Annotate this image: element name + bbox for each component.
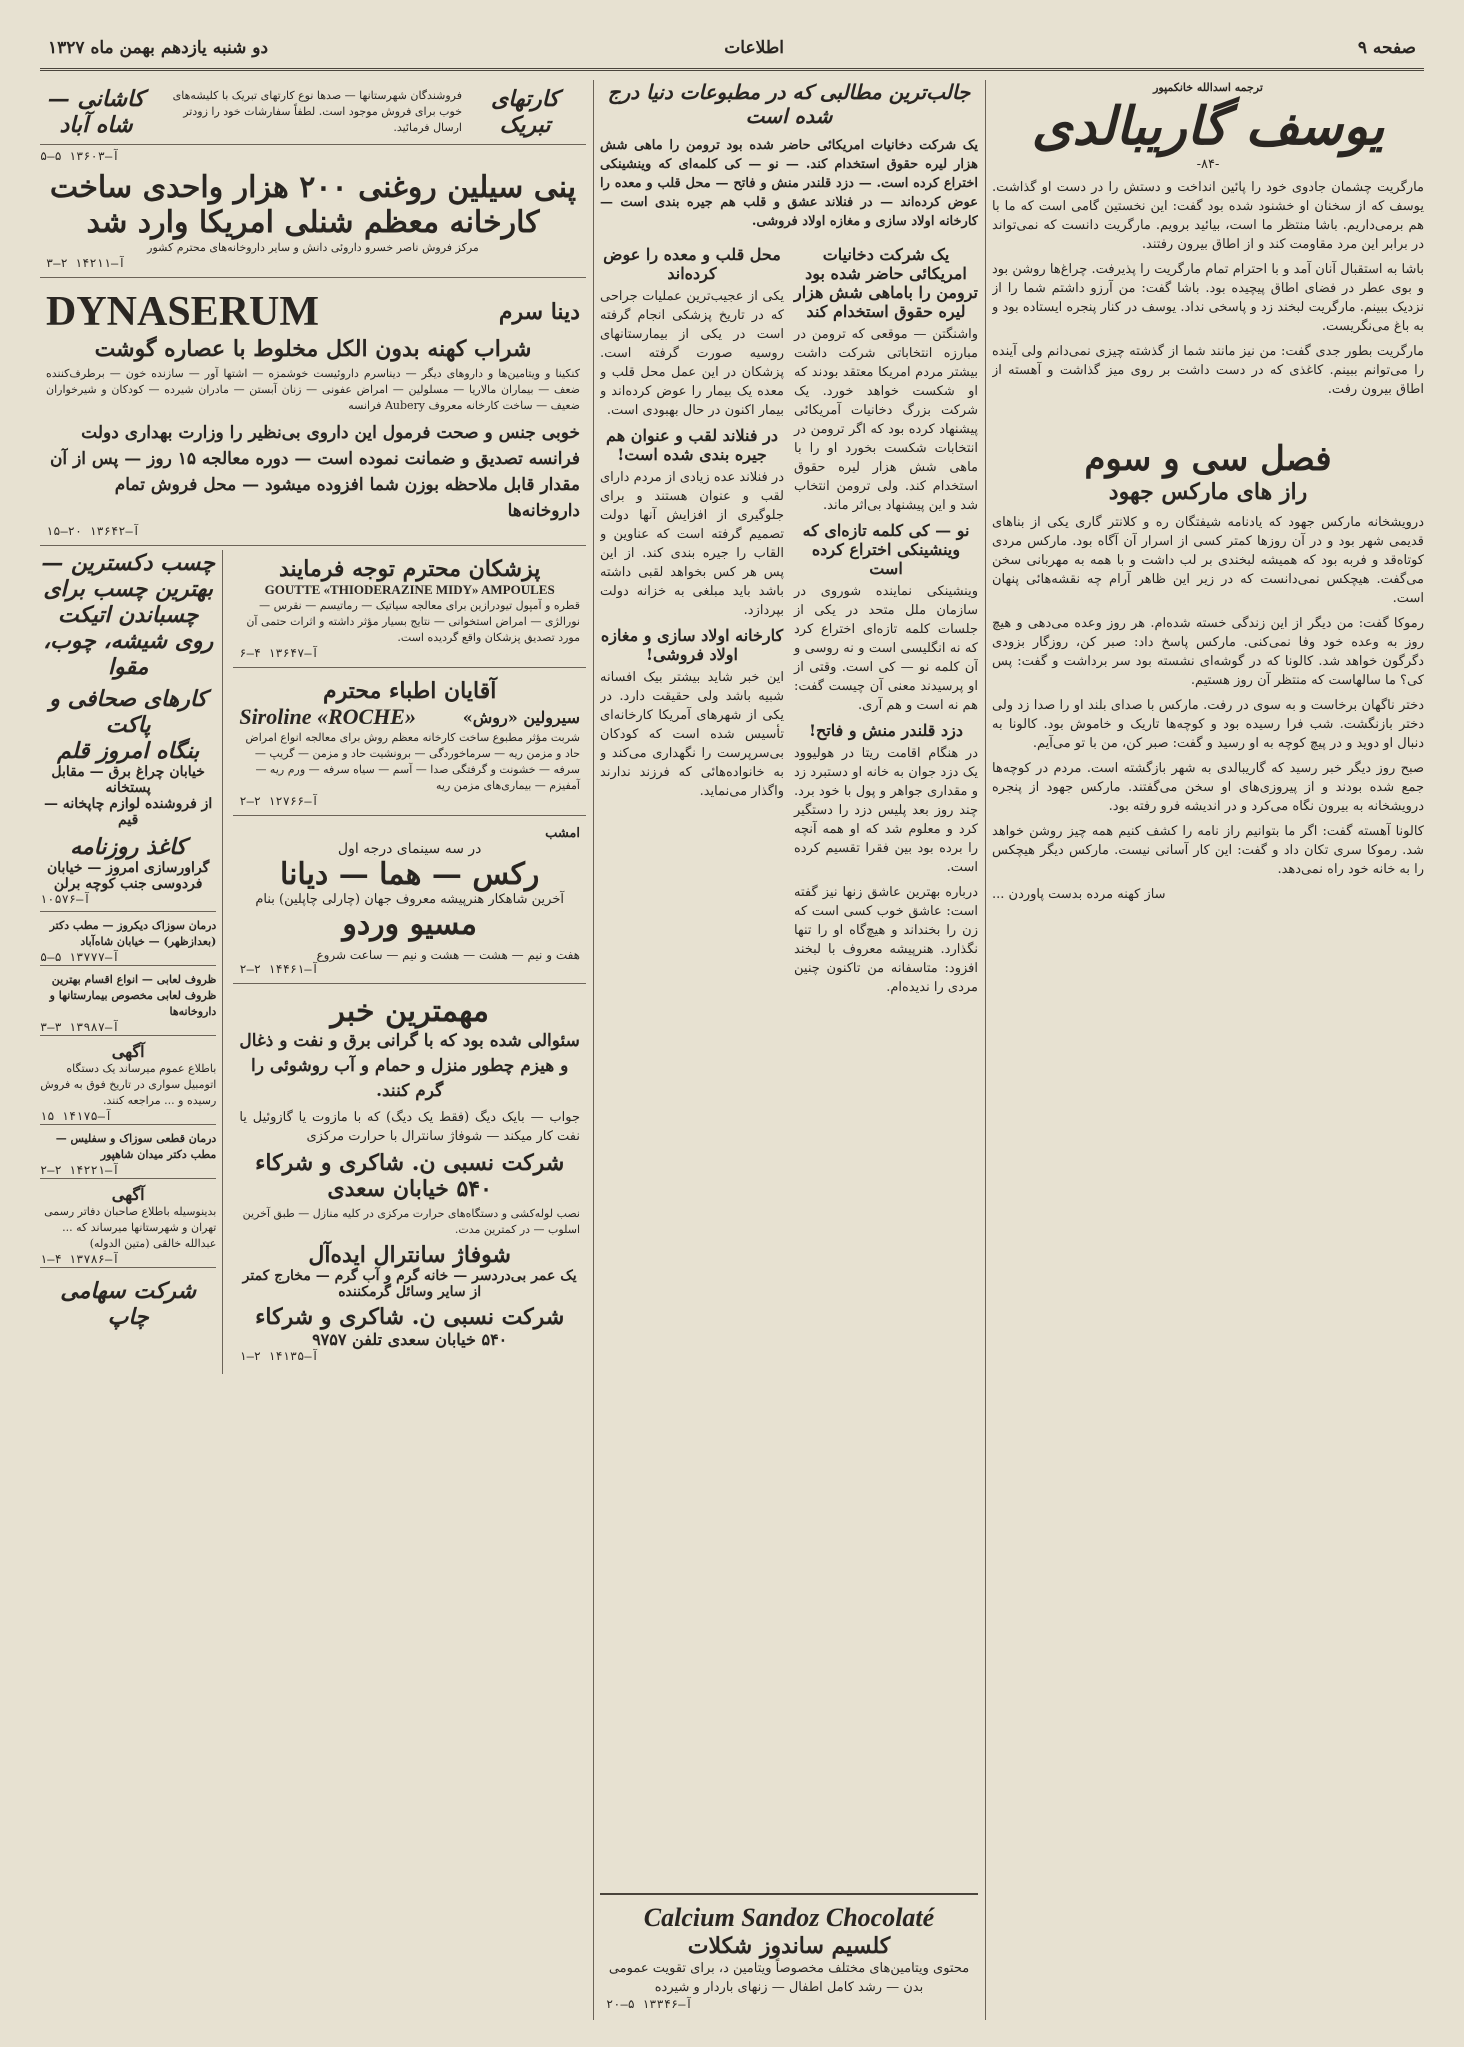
ad-code: آ—۱۳۶۴۷ ۴—۶ [239, 647, 319, 661]
advertisement-column [40, 80, 586, 2020]
ad-code: آ—۱۳۶۴۲ ۲۰—۱۵ [46, 525, 140, 539]
ad-code: آ—۱۳۷۷۷ ۵—۵ [40, 950, 216, 966]
greeting-cards-ad [40, 80, 586, 145]
newspaper-page [40, 28, 1424, 2028]
film-title: مسیو وردو [342, 907, 477, 942]
company-name: شرکت نسبی ن. شاکری و شرکاء [255, 1304, 565, 1330]
cinema-ad [233, 820, 586, 984]
heating-ad [233, 988, 586, 1370]
article-text: وینشینکی نماینده شوروی در سازمان ملل متحد در یکی از جلسات کلمه تازه‌ای اختراع کرد که نه انگلیسی است و نه روسی و آن کلمه نو — کی است. وقتی از او پرسیدند معنی آن چیست گفت: هم نه است و هم آری. [794, 584, 978, 713]
notice-title: آگهی [111, 1042, 145, 1061]
ad-code: آ—۱۴۱۳۵ ۲—۱ [239, 1350, 319, 1364]
serial-paragraph: باشا به استقبال آنان آمد و با احترام تمام مارگریت را پذیرفت. چراغ‌ها روشن بود و بوی عطر در فضای اطاق پیچیده بود. باشا گفت: من آرزو داشتم شما را از نزدیک ببینم. مارگریت لبخند زد و پاسخی نداد. یوسف در کنار پنجره ایستاده بود و به باغ می‌نگریست. [992, 262, 1424, 334]
ad-title-persian: سیرولین «روش» [462, 707, 580, 727]
dynaserum-ad [40, 282, 586, 546]
article-title: محل قلب و معده را عوض کرده‌اند [603, 245, 781, 283]
calcium-sandoz-ad [600, 1893, 978, 2020]
issue-date: دو شنبه یازدهم بهمن ماه ۱۳۲۷ [48, 38, 269, 58]
company-address: ۵۴۰ خیابان سعدی [327, 1176, 492, 1202]
classified-ad: خیابان چراغ برق — مقابل پستخانه [51, 764, 205, 796]
classified-ad: کارهای صحافی و پاکت [49, 686, 208, 738]
ad-title-latin: GOUTTE «THIODERAZINE MIDY» AMPOULES [264, 582, 555, 597]
ad-code: آ—۱۴۲۱۱ ۲—۳ [46, 257, 126, 271]
serial-story-column [992, 80, 1424, 2020]
article-text: واشنگتن — موقعی که ترومن در مبارزه انتخاباتی شرکت داشت بیشتر مردم امریکا معتقد بودند که او شکست خواهد خورد. یک شرکت بزرگ دخانیات آمریکائی پیشنهاد کرده بود که اگر ترومن در انتخابات شکست بخورد او را با ماهی شش هزار لیره حقوق استخدام کند. ولی ترومن انتخاب شد و این پیشنهاد بی‌اثر ماند. [794, 327, 978, 513]
middle-headline: جالب‌ترین مطالبی که در مطبوعات دنیا درج شده است [607, 80, 971, 128]
world-press-column [600, 80, 978, 2020]
ad-headline: کارتهای تبریک [491, 86, 559, 138]
printer-credit: شرکت سهامی چاپ [60, 1278, 197, 1330]
ad-subheadline: کارخانه معظم شنلی امریکا وارد شد [86, 205, 540, 240]
brand-name: شوفاژ سانترال ایده‌آل [308, 1242, 511, 1268]
article-title: کارخانه اولاد سازی و مغازه اولاد فروشی! [600, 626, 784, 664]
ad-text: فروشندگان شهرستانها — صدها نوع کارتهای تبریک با کلیشه‌های خوب برای فروش موجود است. لطفاً سفارشات خود را زودتر ارسال فرمائید. [172, 89, 462, 134]
serial-paragraph: درویشخانه مارکس جهود که یادنامه شیفتگان ره و کلانتر گاری یکی از بناهای قدیمی شهر بود و در آن روزها کمتر کسی از اسرار آن آگاه بود. مارکس مردی کوتاه‌قد و فربه بود که همیشه لبخندی بر لب داشت و با همه به مهربانی سخن می‌گفت. هیچکس نمی‌دانست که در زیر این ظاهر آرام چه نقشه‌هائی پنهان است. [992, 515, 1424, 606]
ad-headline: مهمترین خبر [330, 994, 489, 1029]
classified-ad: گراورسازی امروز — خیابان فردوسی جنب کوچه برلن [46, 860, 210, 892]
classified-ad: چسب دکسترین — بهترین چسب برای چسباندن اتیکت روی شیشه، چوب، مقوا [41, 550, 216, 680]
ad-text: نصب لوله‌کشی و دستگاه‌های حرارت مرکزی در کلیه منازل — طبق آخرین اسلوب — در کمترین مدت. [242, 1207, 580, 1236]
company-name: شرکت نسبی ن. شاکری و شرکاء [255, 1150, 565, 1176]
article-title: در فنلاند لقب و عنوان هم جیره بندی شده است! [606, 426, 778, 464]
paper-name: اطلاعات [724, 38, 784, 58]
serial-paragraph: رموکا گفت: من دیگر از این زندگی خسته شده‌ام. هر روز وعده می‌دهی و هیچ روز به وعده خود وفا نمی‌کنی. مارکس پاسخ داد: صبر کن، روزگار بزودی دگرگون خواهد شد. کالونا که در گوشه‌ای نشسته بود سر برداشت و گفت: پس کی؟ ما سالهاست که منتظر آن روز هستیم. [992, 616, 1424, 688]
ad-title-latin: Siroline «ROCHE» [239, 704, 416, 729]
masthead [40, 28, 1424, 71]
ad-title-latin: DYNASERUM [46, 289, 319, 335]
ad-code: آ—۱۳۷۸۶ ۴—۱ [40, 1252, 216, 1268]
ad-headline: آقایان اطباء محترم [323, 678, 497, 704]
ad-text: محتوی ویتامین‌های مختلف مخصوصاً ویتامین د، برای تقویت عمومی بدن — رشد کامل اطفال — زنهای باردار و شیرده [608, 1961, 970, 1995]
article-text: در فنلاند عده زیادی از مردم دارای لقب و عنوان هستند و برای جلوگیری از افزایش آنها دولت تصمیم گرفته است که عناوین و القاب را جیره بندی کند. از این پس هر کس بخواهد لقبی داشته باشد باید مبلغی به خزانه دولت بپردازد. [600, 470, 784, 618]
ad-code: آ—۱۴۲۲۱ ۲—۲ [40, 1163, 216, 1179]
ad-text: شربت مؤثر مطبوع ساخت کارخانه معظم روش برای معالجه انواع امراض حاد و مزمن ریه — سرماخوردگی — برونشیت حاد و مزمن — گریپ — سرفه — خشونت و گرفتگی صدا — آسم — سیاه سرفه — ورم ریه — آمفیزم — بیماری‌های مزمن ریه [245, 731, 580, 792]
ad-title-latin: Calcium Sandoz Chocolaté [643, 1903, 935, 1932]
ad-code: آ—۱۴۱۷۵ ۱۵ [40, 1109, 216, 1125]
column-rule [593, 80, 594, 2020]
article-text: این خبر شاید بیشتر بیک افسانه شبیه باشد ولی حقیقت دارد. در یکی از شهرهای آمریکا کارخانه‌ای تأسیس شده است که کودکان بی‌سرپرست را نگهداری می‌کند و به خانواده‌هائی که فرزند ندارند واگذار می‌نماید. [600, 670, 784, 799]
article-title: دزد قلندر منش و فاتح! [808, 721, 963, 740]
ad-title-persian: کلسیم ساندوز شکلات [687, 1933, 891, 1959]
ad-text: آخرین شاهکار هنرپیشه معروف جهان (چارلی چاپلین) بنام [255, 892, 564, 907]
classified-ad: درمان قطعی سوزاک و سفلیس — مطب دکتر میدان شاهپور [55, 1132, 217, 1161]
ad-headline: پنی سیلین روغنی ۲۰۰ هزار واحدی ساخت [49, 170, 577, 205]
ad-text: در سه سینمای درجه اول [337, 841, 482, 857]
notice-title: آگهی [111, 1185, 145, 1204]
serial-paragraph: کالونا آهسته گفت: اگر ما بتوانیم راز نامه را کشف کنیم همه چیز روشن خواهد شد. رموکا سری تکان داد و گفت: این کار آسانی نیست. مارکس دیگر هیچکس را به خانه خود راه نمی‌دهد. [992, 824, 1424, 877]
cinema-names: رکس — هما — دیانا [279, 857, 540, 892]
ad-text: مرکز فروش ناصر خسرو داروئی دانش و سایر داروخانه‌های محترم کشور [147, 241, 479, 254]
serial-paragraph: دختر ناگهان برخاست و به سوی در رفت. مارکس با صدای بلند او را صدا زد ولی دختر بازنگشت. شب فرا رسیده بود و کوچه‌ها تاریک و خاموش بود. کالونا به دنبال او دوید و در پیچ کوچه به او رسید و گفت: صبر کن، من با تو می‌آیم. [992, 698, 1424, 751]
ad-text: کنکینا و ویتامین‌ها و داروهای دیگر — دیناسرم داروئیست خوشمزه — اشتها آور — سازنده خون — برطرف‌کننده ضعف — بیماران مالاریا — مسلولین — امراض عفونی — زنان آبستن — مادران شیرده — کودکان و شیرخواران ضعیف — ساخت کارخانه معروف Aubery فرانسه [46, 367, 580, 412]
ad-code: آ—۱۳۹۸۷ ۳—۳ [40, 1020, 216, 1036]
article-text: در هنگام اقامت ریتا در هولیوود یک دزد جوان به خانه او دستبرد زد و مقداری جواهر و پول با خود برد. چند روز بعد پلیس دزد را دستگیر کرد و معلوم شد که او همه آنچه را برده بود بین فقرا تقسیم کرده است. [794, 746, 978, 875]
article-title: یک شرکت دخانیات امریکائی حاضر شده بود ترومن را باماهی شش هزار لیره حقوق استخدام کند [794, 245, 978, 321]
classified-ads [40, 550, 223, 1374]
show-times: هفت و نیم — هشت — هشت و نیم — ساعت شروع [316, 948, 580, 962]
serial-paragraph: مارگریت بطور جدی گفت: من نیز مانند شما از گذشته چیزی نمی‌دانم ولی آینده را می‌توانم ببینم. کاغذی که در دست داشت بر روی میز گذاشت و آهسته از اطاق بیرون رفت. [992, 344, 1424, 397]
article-title: نو — کی کلمه تازه‌ای که وینشینکی اختراع کرده است [802, 521, 970, 578]
column-rule [985, 80, 986, 2020]
ad-bold-text: یک عمر بی‌دردسر — خانه گرم و آب گرم — مخارج کمتر از سایر وسائل گرمکننده [242, 1268, 577, 1300]
serial-closing: ساز کهنه مرده بدست پاوردن ... [992, 887, 1166, 902]
ad-code: آ—۱۴۴۶۱ ۲—۲ [239, 963, 319, 977]
classified-ad: بدینوسیله باطلاع صاحبان دفاتر رسمی تهران و شهرستانها میرساند که ... عبدالله خالقی (متین الدوله) [44, 1205, 217, 1250]
classified-ad: ظروف لعابی — انواع اقسام بهترین ظروف لعابی مخصوص بیمارستانها و داروخانه‌ها [49, 973, 217, 1018]
classified-ad: از فروشنده لوازم چاپخانه — قیم [44, 796, 213, 828]
article-text: درباره بهترین عاشق زنها نیز گفته است: عاشق خوب کسی است که زن را بخنداند و هیچ‌گاه او را تنها نگذارد. هنرپیشه معروف با لبخند افزود: متاسفانه من تاکنون چنین مردی را ندیده‌ام. [794, 885, 978, 995]
ad-code: آ—۱۲۷۶۶ ۲—۲ [239, 795, 319, 809]
ad-code: آ—۱۰۵۷۶ [40, 892, 216, 912]
penicillin-ad [40, 164, 586, 278]
ad-code: ۲۰—۵ آ—۱۳۳۴۶ [606, 1998, 693, 2012]
ad-text: قطره و آمپول تیودرازین برای معالجه سیاتیک — رماتیسم — نقرس — نورالژی — امراض استخوانی — نتایج بسیار مؤثر داشته و اثرات حتمی آن مورد تصدیق پزشکان واقع گردیده است. [246, 599, 580, 644]
thioderazine-ad [233, 550, 586, 668]
section-subtitle: راز های مارکس جهود [1108, 479, 1308, 505]
ad-label: امشب [545, 826, 580, 841]
classified-ad: درمان سوزاک دیکروز — مطب دکتر (بعدازظهر) — خیابان شاه‌آباد [49, 919, 217, 948]
ad-bold-text: خوبی جنس و صحت فرمول این داروی بی‌نظیر را وزارت بهداری دولت فرانسه تصدیق و ضمانت نموده است — دوره معالجه ۱۵ روز — پس از آن مقدار قابل ملاحظه بوزن شما افزوده میشود — محل فروش تمام داروخانه‌ها [49, 423, 580, 521]
ad-code: آ—۱۳۶۰۳ ۵—۵ [40, 150, 120, 164]
ad-sidebar: کاشانی — شاه آباد [47, 86, 145, 138]
left-main-ads [233, 550, 586, 1374]
ad-subheadline: شراب کهنه بدون الکل مخلوط با عصاره گوشت [94, 336, 532, 362]
episode-number: -۸۴- [1196, 157, 1220, 172]
siroline-roche-ad [233, 672, 586, 816]
classified-ad: بنگاه امروز قلم [57, 738, 200, 764]
serial-title: یوسف گاریبالدی [1031, 96, 1385, 157]
classified-ad: باطلاع عموم میرساند یک دستگاه اتومبیل سواری در تاریخ فوق به فروش رسیده و ... مراجعه کنند. [40, 1062, 217, 1107]
translator-credit: ترجمه اسدالله خانکمپور [1153, 81, 1263, 94]
company-address: ۵۴۰ خیابان سعدی تلفن ۹۷۵۷ [312, 1330, 508, 1349]
ad-title-persian: دینا سرم [498, 299, 580, 325]
serial-paragraph: صبح روز دیگر خبر رسید که گاریبالدی به شهر بازگشته است. مردم در کوچه‌ها جمع شده بودند و از پیروزی‌های او سخن می‌گفتند. مارکس جهود از پنجره درویشخانه به بیرون نگاه می‌کرد و در اندیشه فرو رفته بود. [992, 761, 1424, 814]
ad-headline: پزشکان محترم توجه فرمایند [278, 556, 541, 582]
middle-intro: یک شرکت دخانیات امریکائی حاضر شده بود ترومن را ماهی شش هزار لیره حقوق استخدام کند. — نو — کی کلمه‌ای که وینشینکی اختراع کرده است. — دزد قلندر منش و فاتح — محل قلب و معده را عوض کرده‌اند — در فنلاند عشق و قلب هم جیره بندی است — کارخانه اولاد سازی و مغازه اولاد فروشی. [600, 138, 978, 229]
article-text: یکی از عجیب‌ترین عملیات جراحی که در تاریخ پزشکی انجام گرفته است در یکی از بیمارستانهای روسیه صورت گرفته است. پزشکان در این عمل محل قلب و معده یک بیمار را عوض کرده‌اند و بیمار اکنون در حال بهبودی است. [600, 289, 784, 418]
section-title: فصل سی و سوم [1084, 439, 1332, 479]
ad-answer: جواب — بایک دیگ (فقط یک دیگ) که با مازوت یا گازوئیل یا نفت کار میکند — شوفاژ سانترال با حرارت مرکزی [239, 1110, 580, 1144]
page-number: صفحه ۹ [1357, 38, 1416, 58]
classified-ad: کاغذ روزنامه [70, 834, 187, 860]
serial-paragraph: مارگریت چشمان جادوی خود را پائین انداخت و دستش را در دست او گذاشت. یوسف که از سخنان او خشنود شده بود گفت: این نخستین گامی است که ما با هم برمی‌داریم. باشا منتظر ما است، بیائید برویم. مارگریت دانست که نمی‌تواند در برابر این مرد مقاومت کند و از اطاق بیرون رفتند. [992, 180, 1424, 252]
ad-question: سئوالی شده بود که با گرانی برق و نفت و ذغال و هیزم چطور منزل و حمام و آب روشوئی را گرم کنند. [239, 1031, 580, 1101]
